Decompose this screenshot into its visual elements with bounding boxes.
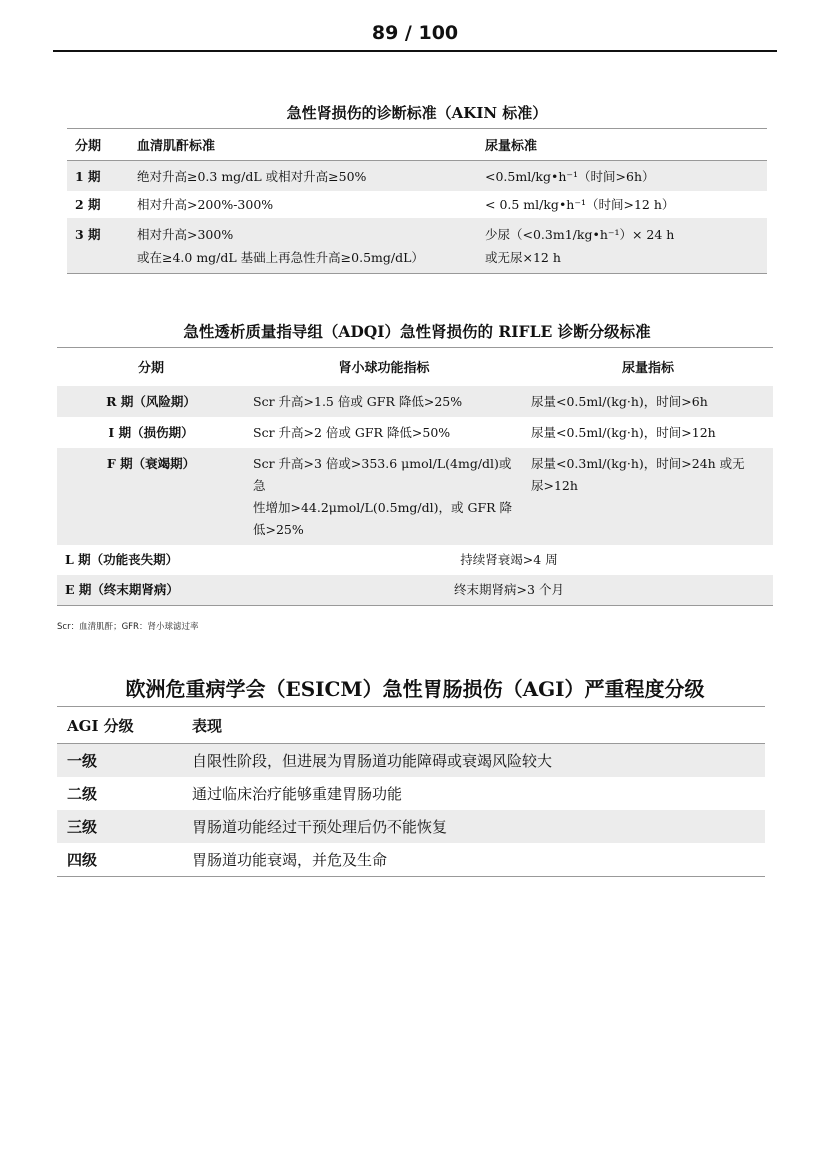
table-row xyxy=(57,744,765,778)
table-row xyxy=(57,417,773,448)
table-row xyxy=(57,448,773,545)
table-row xyxy=(57,575,773,606)
agi-table-title: 欧洲危重病学会（ESICM）急性胃肠损伤（AGI）严重程度分级 xyxy=(125,677,705,701)
column-header: 分期 xyxy=(137,361,164,377)
table-row xyxy=(67,218,767,274)
urine-cell xyxy=(523,448,773,545)
creatinine-cell: 相对升高>200%-300% xyxy=(137,197,274,212)
table-header-row xyxy=(67,129,767,161)
akin-table-title: 急性肾损伤的诊断标准（AKIN 标准） xyxy=(286,104,548,122)
column-header: AGI 分级 xyxy=(67,716,134,735)
description-cell: 通过临床治疗能够重建胃肠功能 xyxy=(192,785,403,803)
table-row xyxy=(57,810,765,843)
rifle-table-title: 急性透析质量指导组（ADQI）急性肾损伤的 RIFLE 诊断分级标准 xyxy=(183,322,651,341)
table-header-row xyxy=(57,348,773,386)
column-header: 尿量指标 xyxy=(621,361,674,377)
table-row xyxy=(57,843,765,877)
cell-line: 相对升高>300% xyxy=(137,226,234,242)
phase-cell: F 期（衰竭期） xyxy=(106,455,196,471)
phase-cell: I 期（损伤期） xyxy=(108,424,194,440)
stage-cell: 1 期 xyxy=(75,168,101,184)
span-cell: 终末期肾病>3 个月 xyxy=(454,581,564,597)
gfr-cell: Scr 升高>1.5 倍或 GFR 降低>25% xyxy=(253,393,463,409)
cell-line: 低>25% xyxy=(253,521,304,537)
gfr-cell xyxy=(245,448,523,545)
urine-cell xyxy=(477,218,767,274)
table-row xyxy=(57,545,773,575)
grade-cell: 四级 xyxy=(67,851,98,869)
gfr-cell: Scr 升高>2 倍或 GFR 降低>50% xyxy=(253,424,451,440)
cell-line: 或无尿×12 h xyxy=(485,249,561,265)
description-cell: 自限性阶段，但进展为胃肠道功能障碍或衰竭风险较大 xyxy=(192,752,553,770)
grade-cell: 二级 xyxy=(67,785,98,803)
page-header xyxy=(53,18,777,52)
urine-cell: 尿量<0.5ml/(kg·h)，时间>6h xyxy=(531,393,708,409)
column-header: 分期 xyxy=(75,139,102,154)
rifle-table xyxy=(57,347,773,606)
cell-line: 性增加>44.2μmol/L(0.5mg/dl)，或 GFR 降 xyxy=(253,499,513,515)
span-cell: 持续肾衰竭>4 周 xyxy=(460,551,558,567)
page-indicator: 89 / 100 xyxy=(371,22,459,44)
cell-line: 尿量<0.3ml/(kg·h)，时间>24h 或无 xyxy=(531,455,745,471)
description-cell: 胃肠道功能衰竭，并危及生命 xyxy=(192,851,388,869)
cell-line: 少尿（<0.3m1/kg•h⁻¹）× 24 h xyxy=(485,226,675,242)
phase-cell: L 期（功能丧失期） xyxy=(65,551,179,567)
description-cell: 胃肠道功能经过干预处理后仍不能恢复 xyxy=(192,818,448,836)
cell-line: 尿>12h xyxy=(531,477,578,493)
table-row xyxy=(67,161,767,191)
urine-cell: <0.5ml/kg•h⁻¹（时间>6h） xyxy=(485,168,655,184)
agi-table xyxy=(57,706,765,877)
urine-cell: < 0.5 ml/kg•h⁻¹（时间>12 h） xyxy=(485,197,675,212)
grade-cell: 一级 xyxy=(67,752,98,770)
table-row xyxy=(57,386,773,417)
grade-cell: 三级 xyxy=(67,818,98,836)
table-header-row xyxy=(57,707,765,744)
column-header: 尿量标准 xyxy=(485,139,538,154)
cell-line: 或在≥4.0 mg/dL 基础上再急性升高≥0.5mg/dL） xyxy=(137,249,424,265)
creatinine-cell: 绝对升高≥0.3 mg/dL 或相对升高≥50% xyxy=(137,168,367,184)
phase-cell: E 期（终末期肾病） xyxy=(65,581,179,597)
stage-cell: 3 期 xyxy=(75,226,101,242)
table-row xyxy=(57,777,765,810)
creatinine-cell xyxy=(129,218,477,274)
stage-cell: 2 期 xyxy=(75,197,101,212)
column-header: 血清肌酐标准 xyxy=(137,139,216,154)
phase-cell: R 期（风险期） xyxy=(106,393,196,409)
table-row xyxy=(67,191,767,218)
column-header: 肾小球功能指标 xyxy=(338,361,430,377)
akin-table xyxy=(67,128,767,274)
table-footnote: Scr：血清肌酐；GFR：肾小球滤过率 xyxy=(57,622,199,632)
column-header: 表现 xyxy=(192,716,223,735)
urine-cell: 尿量<0.5ml/(kg·h)，时间>12h xyxy=(531,424,716,440)
cell-line: Scr 升高>3 倍或>353.6 μmol/L(4mg/dl)或急 xyxy=(253,455,512,493)
